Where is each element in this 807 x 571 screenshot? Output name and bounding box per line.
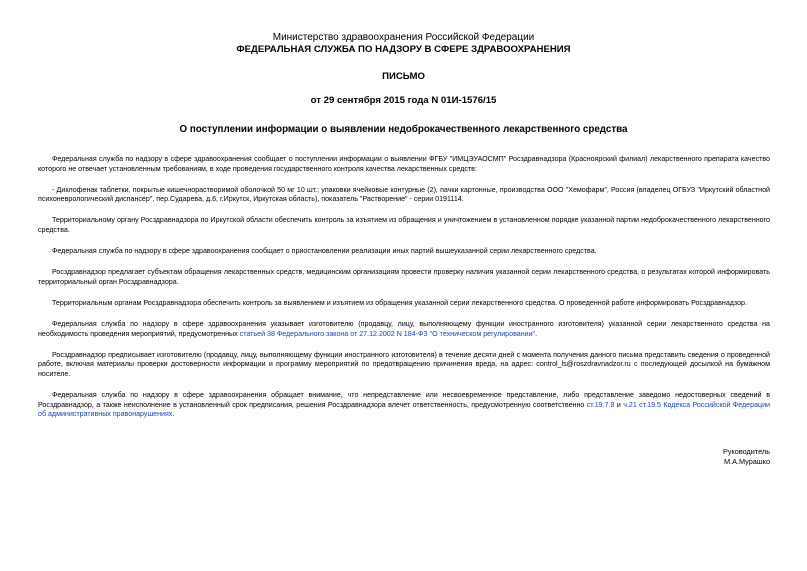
signatory-name: М.А.Мурашко	[723, 457, 770, 466]
law-article-link[interactable]: статьей 38 Федерального закона от 27.12.2002 N 184-ФЗ "О техническом регулировании"	[239, 329, 536, 338]
paragraph-8: Росздравнадзор предписывает изготовителю (продавцу, лицу, выполняющему функции иностранного изготовителя) в течение десяти дней с момента получения данного письма представить сведения о проведенной работе, включая материалы проверки достоверности информации и программу мероприятий по предотвращению причинения вреда, на адрес: control_ls@roszdravnadzor.ru с последующей досылкой на бумажном носителе.	[38, 350, 770, 378]
paragraph-4: Федеральная служба по надзору в сфере здравоохранения сообщает о приостановлении реализации иных партий вышеуказанной серии лекарственного средства.	[52, 247, 597, 256]
paragraph-1: Федеральная служба по надзору в сфере здравоохранения сообщает о поступлении информации о выявлении ФГБУ "ИМЦЭУАОСМП" Росздравнадзора (Красноярский филиал) лекарственного препарата качество которого не отвечает установленным требованиям, в ходе проведения государственного контроля качества лекарственных средств:	[38, 155, 770, 173]
paragraph-7-text: Федеральная служба по надзору в сфере здравоохранения указывает изготовителю (продавцу, лицу, выполняющему функции иностранного изготовителя) указанной серии лекарственного средства на необходимость проведения мероприятий, предусмотренных	[38, 319, 770, 338]
signature-block	[723, 447, 770, 467]
document-subject: О поступлении информации о выявлении недоброкачественного лекарственного средства	[179, 124, 628, 135]
paragraph-9-and: и	[614, 400, 624, 409]
article-19-5-link[interactable]: ч.21 ст.19.5	[623, 400, 661, 409]
paragraph-5: Росздравнадзор предлагает субъектам обращения лекарственных средств, медицинским организациям провести проверку наличия указанной серии лекарственного средства, о результатах которой информировать территориальный орган Росздравнадзора.	[38, 268, 770, 286]
paragraph-2: - Диклофенак таблетки, покрытые кишечнорастворимой оболочкой 50 мг 10 шт.; упаковки ячейковые контурные (2), пачки картонные, производства ООО "Хемофарм", Россия (владелец ОГБУЗ "Иркутский областной психоневрологический диспансер", пер.Сударева, д.6, г.Иркутск, Иркутская область), показатель "Растворение" - серии 0191114.	[38, 185, 770, 204]
document-date-number: от 29 сентября 2015 года N 01И-1576/15	[310, 95, 497, 106]
paragraph-3: Территориальному органу Росздравнадзора по Иркутской области обеспечить контроль за изъятием из обращения и уничтожением в установленном порядке указанной партии недоброкачественного лекарственного средства.	[38, 216, 770, 234]
paragraph-9-end: .	[172, 410, 175, 419]
administrative-code-link[interactable]: Кодекса Российской Федерации об административных правонарушениях	[38, 400, 770, 419]
letter-body	[38, 155, 770, 420]
paragraph-7-end: .	[535, 329, 538, 338]
paragraph-6: Территориальным органам Росздравнадзора обеспечить контроль за выявлением и изъятием из обращения указанной серии лекарственного средства. О проведенной работе информировать Росздравнадзор.	[52, 298, 747, 307]
service-name: ФЕДЕРАЛЬНАЯ СЛУЖБА ПО НАДЗОРУ В СФЕРЕ ЗДРАВООХРАНЕНИЯ	[236, 44, 571, 55]
document-type: ПИСЬМО	[382, 71, 425, 82]
paragraph-9	[38, 391, 770, 420]
article-19-7-8-link[interactable]: ст.19.7.8	[586, 400, 615, 409]
ministry-name: Министерство здравоохранения Российской Федерации	[272, 32, 535, 43]
paragraph-9-text: Федеральная служба по надзору в сфере здравоохранения обращает внимание, что непредставление или несвоевременное представление, либо представление заведомо недостоверных сведений в Росздравнадзор, а также неисполнение в установленный срок предписания, решения Росздравнадзора влечет ответственность, предусмотренную соответственно	[38, 390, 770, 409]
paragraph-7	[38, 320, 770, 339]
signatory-title: Руководитель	[722, 447, 770, 456]
